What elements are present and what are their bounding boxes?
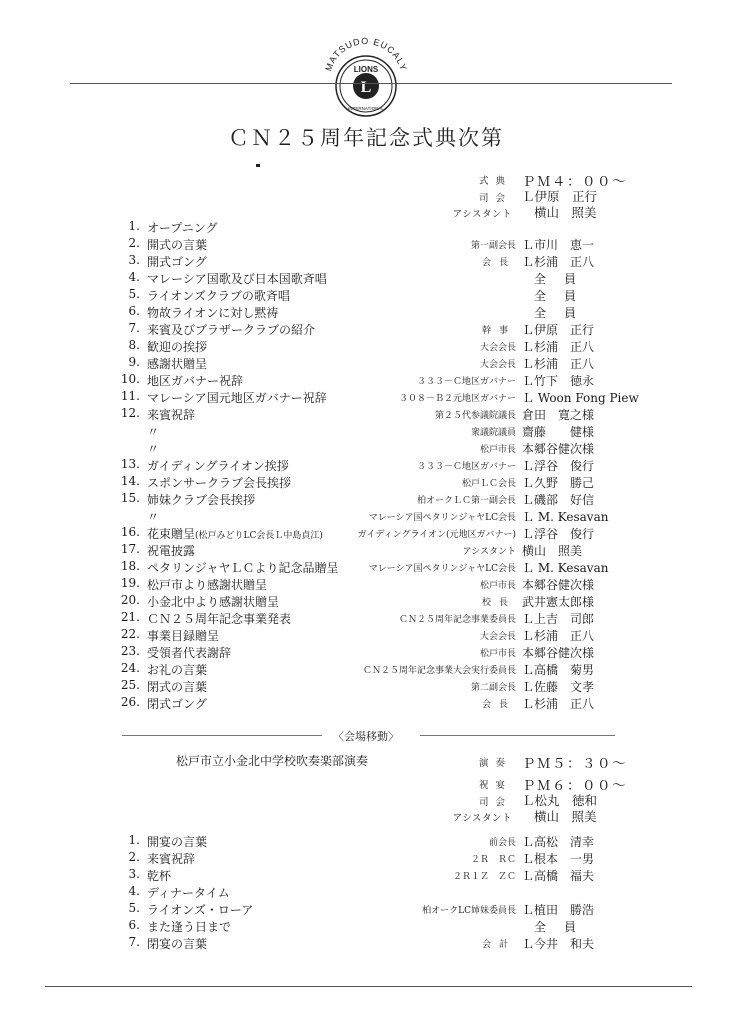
presenter-name: Ｌ竹下 徳永 xyxy=(522,374,595,388)
ceremony-host-label: 司会 xyxy=(478,193,512,204)
item-title-text: マレーシア国歌及び日本国歌斉唱 xyxy=(147,272,327,286)
item-title-text: 感謝状贈呈 xyxy=(147,357,208,371)
presenter-name: Ｌ植田 勝浩 xyxy=(522,903,595,917)
item-number: 12. xyxy=(120,406,140,420)
presenter-name: Ｌ杉浦 正八 xyxy=(522,340,595,354)
presenter-name: Ｌ杉浦 正八 xyxy=(522,629,595,643)
item-note: (松戸みどりLC会長Ｌ中島貞江) xyxy=(195,531,323,541)
bottom-rule xyxy=(45,986,692,987)
item-title-text: 来賓及びブラザークラブの紹介 xyxy=(147,323,316,337)
item-number: 1. xyxy=(128,833,140,847)
item-title xyxy=(147,372,243,389)
item-title xyxy=(147,610,291,627)
ceremony-time-label: 式典 xyxy=(478,176,512,187)
ink-dot xyxy=(256,164,260,167)
item-title xyxy=(147,678,207,695)
item-title-text: 〃 xyxy=(147,510,160,524)
banquet-row xyxy=(0,900,732,917)
item-number: 15. xyxy=(120,491,140,505)
presenter-name: 横山 照美 xyxy=(522,544,583,558)
program-row xyxy=(0,609,732,626)
presenter-name: 全員 xyxy=(534,306,595,320)
page-title: ＣＮ２５周年記念式典次第 xyxy=(228,126,504,150)
presenter-role: 校長 xyxy=(481,598,516,608)
banquet-host-label: 司会 xyxy=(478,797,512,808)
presenter-role: 松戸市長 xyxy=(479,649,516,659)
item-title xyxy=(147,406,195,423)
banquet-row xyxy=(0,866,732,883)
item-number: 24. xyxy=(120,661,140,675)
item-title-text: 地区ガバナー祝辞 xyxy=(147,374,244,388)
item-title-text: 小金北中より感謝状贈呈 xyxy=(147,595,280,609)
presenter-name: Ｌ佐藤 文孝 xyxy=(522,680,595,694)
presenter-role: ３３３－Ｃ地区ガバナー xyxy=(416,462,516,472)
item-title xyxy=(147,474,291,491)
item-title-text: 〃 xyxy=(147,425,160,439)
banquet-assistant: 横山 照美 xyxy=(534,809,597,824)
program-row xyxy=(0,575,732,592)
presenter-role: 松戸ＬＣ会長 xyxy=(461,479,516,489)
program-row xyxy=(0,643,732,660)
program-row xyxy=(0,235,732,252)
presenter-name: Ｌ杉浦 正八 xyxy=(522,357,595,371)
item-title-text: 花束贈呈 xyxy=(147,527,196,541)
program-row xyxy=(0,303,732,320)
presenter-name: Ｌ伊原 正行 xyxy=(522,323,595,337)
item-number: 7. xyxy=(128,321,140,335)
presenter-name: 本郷谷健次様 xyxy=(522,578,595,592)
item-title-text: オープニング xyxy=(147,221,218,235)
presenter-role: ＣＮ２５周年記念事業委員長 xyxy=(398,615,516,625)
program-row xyxy=(0,269,732,286)
item-title-text: ライオンズクラブの歌斉唱 xyxy=(147,289,290,303)
item-title-text: マレーシア国元地区ガバナー祝辞 xyxy=(147,391,327,405)
program-row xyxy=(0,507,732,524)
presenter-role: ＣＮ２５周年記念事業大会実行委員長 xyxy=(362,666,516,676)
item-title xyxy=(147,219,218,236)
presenter-name: Ｌ久野 勝己 xyxy=(522,476,595,490)
concert-time-row xyxy=(0,752,732,770)
program-row xyxy=(0,558,732,575)
presenter-role: 会長 xyxy=(481,258,516,268)
presenter-name: 全員 xyxy=(534,289,595,303)
presenter-name: Ｌ M. Kesavan xyxy=(522,510,609,524)
item-title-text: ガイディングライオン挨拶 xyxy=(147,459,289,473)
presenter-name: 齋藤 健様 xyxy=(522,425,595,439)
program-row xyxy=(0,337,732,354)
presenter-name: Ｌ磯部 好信 xyxy=(522,493,595,507)
presenter-role: 大会会長 xyxy=(479,360,516,370)
item-title-text: 来賓祝辞 xyxy=(147,408,196,422)
presenter-role: ３３３－Ｃ地区ガバナー xyxy=(416,377,516,387)
program-row xyxy=(0,473,732,490)
concert-text: 松戸市立小金北中学校吹奏楽部演奏 xyxy=(176,754,369,768)
presenter-role: 松戸市長 xyxy=(479,445,516,455)
item-number: 21. xyxy=(120,610,140,624)
item-number: 9. xyxy=(128,355,140,369)
item-title xyxy=(147,508,159,525)
item-number: 3. xyxy=(128,867,140,881)
item-title-text: 〃 xyxy=(147,442,160,456)
item-title-text: 開宴の言葉 xyxy=(147,835,208,849)
presenter-role: 第一副会長 xyxy=(470,241,516,251)
item-number: 5. xyxy=(128,901,140,915)
presenter-name: Ｌ高橋 菊男 xyxy=(522,663,595,677)
program-row xyxy=(0,320,732,337)
item-number: 4. xyxy=(128,884,140,898)
svg-text:INTERNATIONAL: INTERNATIONAL xyxy=(348,106,384,111)
item-title-text: 受領者代表謝辞 xyxy=(147,646,232,660)
banquet-program-list xyxy=(0,832,732,951)
presenter-name: Ｌ Woon Fong Piew xyxy=(522,391,639,405)
item-title xyxy=(147,253,207,270)
item-title xyxy=(147,627,219,644)
item-title xyxy=(147,850,195,867)
item-title xyxy=(147,918,231,935)
item-title xyxy=(147,270,327,287)
item-title xyxy=(147,901,253,918)
program-row xyxy=(0,388,732,405)
item-title-text: 松戸市より感謝状贈呈 xyxy=(147,578,268,592)
presenter-role: 柏オークLC姉妹委員長 xyxy=(422,906,516,916)
item-title xyxy=(147,695,207,712)
presenter-role: 第二副会長 xyxy=(470,683,516,693)
item-title-text: ライオンズ・ローア xyxy=(147,903,254,917)
item-number: 10. xyxy=(120,372,140,386)
item-title xyxy=(147,389,327,406)
banquet-row xyxy=(0,849,732,866)
item-title xyxy=(147,236,207,253)
ceremony-host: Ｌ伊原 正行 xyxy=(522,189,598,204)
item-title xyxy=(147,644,231,661)
item-title xyxy=(147,935,207,952)
presenter-role: ３０８－Ｂ２元地区ガバナー xyxy=(398,394,516,404)
item-number: 22. xyxy=(120,627,140,641)
presenter-role: 大会会長 xyxy=(479,632,516,642)
item-number: 19. xyxy=(120,576,140,590)
presenter-name: Ｌ根本 一男 xyxy=(522,852,595,866)
item-title-text: 開式の言葉 xyxy=(147,238,208,252)
presenter-role: 会長 xyxy=(481,700,516,710)
item-number: 13. xyxy=(120,457,140,471)
presenter-name: Ｌ杉浦 正八 xyxy=(522,255,595,269)
item-title xyxy=(147,833,207,850)
presenter-role: 衆議院議員 xyxy=(470,428,516,438)
item-title xyxy=(147,661,207,678)
item-title-text: 来賓祝辞 xyxy=(147,852,196,866)
program-row xyxy=(0,524,732,541)
item-number: 25. xyxy=(120,678,140,692)
item-title-text: 物故ライオンに対し黙祷 xyxy=(147,306,279,320)
program-row xyxy=(0,626,732,643)
item-title xyxy=(147,338,207,355)
presenter-name: Ｌ浮谷 俊行 xyxy=(522,459,595,473)
item-title-text: スポンサークラブ会長挨拶 xyxy=(147,476,292,490)
ceremony-time-row xyxy=(0,170,732,188)
item-title-text: ディナータイム xyxy=(147,886,230,900)
item-title xyxy=(147,559,338,576)
item-title-text: 閉式ゴング xyxy=(147,697,207,711)
item-title xyxy=(147,457,289,474)
venue-move-label: 〈会場移動〉 xyxy=(333,730,399,743)
item-title-text: ペタリンジャヤＬＣより記念品贈呈 xyxy=(147,561,339,575)
top-rule xyxy=(70,83,672,84)
presenter-role: 第２５代参議院議長 xyxy=(434,411,516,421)
item-title-text: 事業目録贈呈 xyxy=(147,629,220,643)
ceremony-time: ＰＭ４：００～ xyxy=(522,174,627,190)
presenter-role: ２Ｒ１Ｚ ＺＣ xyxy=(452,872,516,882)
program-row xyxy=(0,541,732,558)
ceremony-assistant: 横山 照美 xyxy=(534,205,597,220)
banquet-row xyxy=(0,917,732,934)
item-title xyxy=(147,593,279,610)
item-number: 5. xyxy=(128,287,140,301)
ceremony-program-list xyxy=(0,218,732,711)
banquet-host: Ｌ松丸 徳和 xyxy=(522,793,598,808)
item-title-text: ＣＮ２５周年記念事業発表 xyxy=(147,612,292,626)
presenter-role: アシスタント xyxy=(462,547,516,557)
presenter-role: マレーシア国ペタリンジャヤLC会長 xyxy=(368,564,516,574)
presenter-name: 全員 xyxy=(534,272,595,286)
item-title xyxy=(147,867,171,884)
item-number: 23. xyxy=(120,644,140,658)
item-title-text: 開式ゴング xyxy=(147,255,207,269)
item-title-text: お礼の言葉 xyxy=(147,663,208,677)
presenter-role: 幹事 xyxy=(481,326,516,336)
divider-rule-right xyxy=(420,735,615,736)
program-row xyxy=(0,405,732,422)
presenter-role: 前会長 xyxy=(488,838,516,848)
svg-text:L: L xyxy=(360,79,372,96)
presenter-role: ２Ｒ ＲＣ xyxy=(470,855,516,865)
item-title-text: 閉宴の言葉 xyxy=(147,937,208,951)
presenter-role: 会計 xyxy=(481,940,516,950)
presenter-name: Ｌ上吉 司郎 xyxy=(522,612,595,626)
presenter-name: Ｌ市川 恵一 xyxy=(522,238,595,252)
program-row xyxy=(0,456,732,473)
program-row xyxy=(0,677,732,694)
banquet-row xyxy=(0,883,732,900)
presenter-name: Ｌ杉浦 正八 xyxy=(522,697,595,711)
item-number: 16. xyxy=(120,525,140,539)
banquet-row xyxy=(0,934,732,951)
presenter-name: 本郷谷健次様 xyxy=(522,646,595,660)
item-title xyxy=(147,304,278,321)
presenter-name: 本郷谷健次様 xyxy=(522,442,595,456)
item-number: 14. xyxy=(120,474,140,488)
item-title xyxy=(147,423,159,440)
presenter-role: 柏オークＬＣ第一副会長 xyxy=(416,496,516,506)
item-number: 2. xyxy=(128,236,140,250)
item-title xyxy=(147,287,290,304)
presenter-name: 武井憲太郎様 xyxy=(522,595,595,609)
program-row xyxy=(0,422,732,439)
program-row xyxy=(0,218,732,235)
item-title-text: 乾杯 xyxy=(147,869,172,883)
item-title xyxy=(147,525,323,542)
item-number: 11. xyxy=(120,389,140,403)
item-title xyxy=(147,321,315,338)
item-number: 3. xyxy=(128,253,140,267)
item-number: 6. xyxy=(128,304,140,318)
item-number: 4. xyxy=(128,270,140,284)
item-title xyxy=(147,355,207,372)
lions-emblem-icon xyxy=(316,30,416,128)
item-number: 20. xyxy=(120,593,140,607)
presenter-role: マレーシア国ペタリンジャヤLC会長 xyxy=(368,513,516,523)
item-number: 17. xyxy=(120,542,140,556)
lions-club-emblem xyxy=(316,30,416,128)
item-title-text: また逢う日まで xyxy=(147,920,232,934)
program-row xyxy=(0,439,732,456)
item-number: 8. xyxy=(128,338,140,352)
presenter-name: Ｌ高橋 福夫 xyxy=(522,869,595,883)
item-number: 1. xyxy=(128,219,140,233)
item-title xyxy=(147,576,267,593)
item-title-text: 歓迎の挨拶 xyxy=(147,340,208,354)
program-row xyxy=(0,660,732,677)
presenter-role: 松戸市長 xyxy=(479,581,516,591)
item-title xyxy=(147,440,159,457)
item-title-text: 姉妹クラブ会長挨拶 xyxy=(147,493,256,507)
presenter-name: 倉田 寛之様 xyxy=(522,408,595,422)
presenter-name: Ｌ M. Kesavan xyxy=(522,561,609,575)
program-row xyxy=(0,354,732,371)
item-number: 18. xyxy=(120,559,140,573)
concert-label: 演奏 xyxy=(478,758,512,769)
presenter-name: Ｌ高松 清幸 xyxy=(522,835,595,849)
program-row xyxy=(0,286,732,303)
item-title-text: 閉式の言葉 xyxy=(147,680,208,694)
item-title xyxy=(147,491,255,508)
svg-text:MATSUDO EUCALY: MATSUDO EUCALY xyxy=(323,35,409,73)
banquet-time-label: 祝宴 xyxy=(478,780,512,791)
program-row xyxy=(0,371,732,388)
item-number: 26. xyxy=(120,695,140,709)
presenter-role: 大会会長 xyxy=(479,343,516,353)
item-title xyxy=(147,542,195,559)
presenter-name: Ｌ浮谷 俊行 xyxy=(522,527,595,541)
svg-text:LIONS: LIONS xyxy=(353,65,379,74)
banquet-time: ＰＭ６：００～ xyxy=(522,778,627,794)
program-row xyxy=(0,592,732,609)
item-title-text: 祝電披露 xyxy=(147,544,196,558)
banquet-time-row xyxy=(0,774,732,792)
program-row xyxy=(0,694,732,711)
presenter-name: 全員 xyxy=(534,920,595,934)
item-number: 2. xyxy=(128,850,140,864)
item-title xyxy=(147,884,230,901)
presenter-name: Ｌ今井 和夫 xyxy=(522,937,595,951)
banquet-assistant-row xyxy=(0,807,732,825)
presenter-role: ガイディングライオン(元地区ガバナー) xyxy=(357,530,516,540)
item-number: 7. xyxy=(128,935,140,949)
program-row xyxy=(0,490,732,507)
concert-time: ＰＭ５：３０～ xyxy=(522,756,627,772)
item-number: 6. xyxy=(128,918,140,932)
banquet-row xyxy=(0,832,732,849)
ceremony-assistant-label: アシスタント xyxy=(452,209,512,220)
program-row xyxy=(0,252,732,269)
banquet-assistant-label: アシスタント xyxy=(452,813,512,824)
